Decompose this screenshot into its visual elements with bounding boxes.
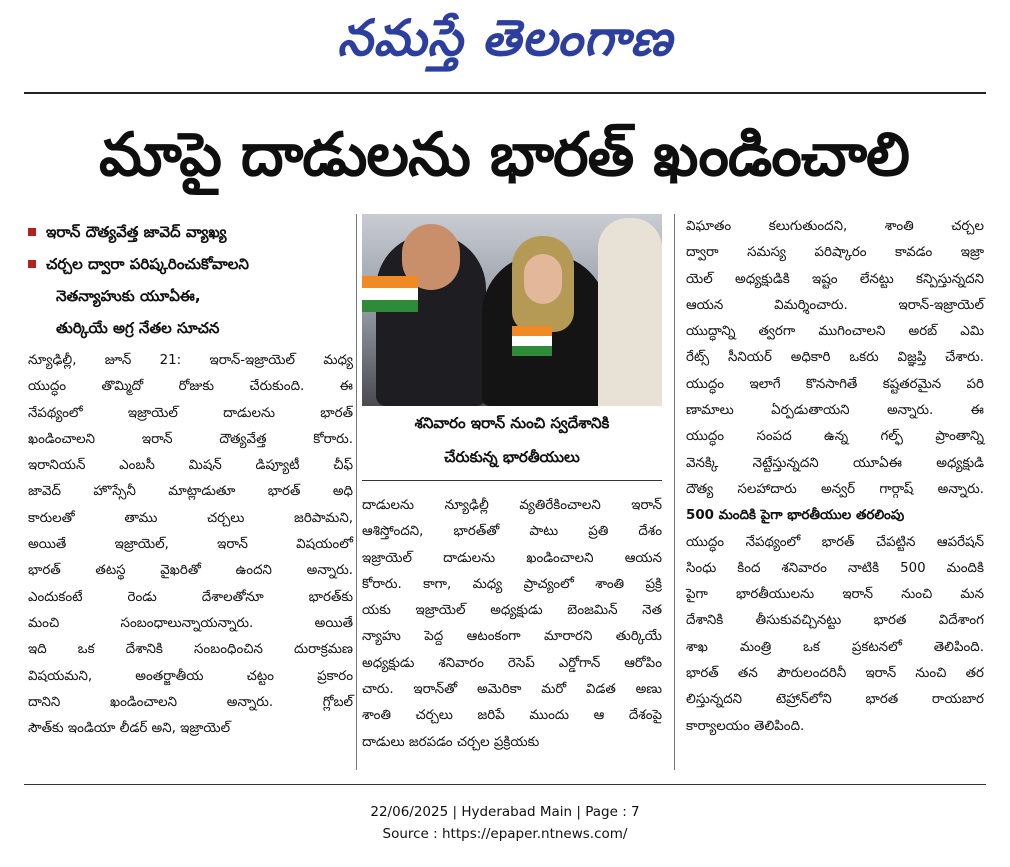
article-line: యుద్ధం ఇలాగే కొనసాగితే కష్టతరమైన పరి (686, 376, 984, 392)
article-line: ణామాలు ఏర్పడుతాయని అన్నారు. ఈ (686, 403, 984, 419)
article-line: దాడులను న్యూఢిల్లీ వ్యతిరేకించాలని ఇరాన్ (362, 498, 662, 513)
article-line: యుద్ధాన్ని త్వరగా ముగించాలని అరబ్ ఎమి (686, 324, 984, 340)
article-line: యుద్ధం నేపథ్యంలో భారత్ చేపట్టిన ఆపరేషన్ (686, 534, 984, 550)
article-line: ఇజ్రాయెల్ దాడులను ఖండించాలని ఆయన (362, 550, 662, 566)
article-line: చారు. ఇరాన్‌తో అమెరికా మరో విడత అణు (362, 682, 662, 698)
highlight-continuation: నెతన్యాహుకు యూఏఈ, (56, 287, 201, 305)
column-divider (674, 214, 675, 770)
article-line: న్యూఢిల్లీ, జూన్ 21: ఇరాన్-ఇజ్రాయెల్ మధ్య (28, 353, 353, 368)
headline: మాపై దాడులను భారత్ ఖండించాలి (99, 120, 909, 190)
article-line: ఎందుకంటే రెండు దేశాలతోనూ భారత్‌కు (28, 589, 353, 605)
caption-line: శనివారం ఇరాన్ నుంచి స్వదేశానికి (414, 414, 610, 432)
section-subhead: 500 మందికి పైగా భారతీయుల తరలింపు (686, 508, 905, 524)
article-line: పైగా భారతీయులను ఇరాన్ నుంచి మన (686, 587, 984, 603)
bullet-square-icon (28, 228, 36, 236)
article-line: భారత్ తటస్థ వైఖరితో ఉందని అన్నారు. (28, 563, 353, 579)
article-line: సింధు కింద శనివారం నాటికి 500 మందికి (686, 560, 984, 576)
article-line: ఇరానియన్ ఎంబసీ మిషన్ డిప్యూటీ చీఫ్ (28, 458, 353, 474)
article-line: విషయమని, అంతర్జాతీయ చట్టం ప్రకారం (28, 668, 353, 684)
article-line: దౌత్య సలహాదారు అన్వర్ గార్గాష్ అన్నారు. (686, 481, 984, 497)
photo-caption (362, 406, 662, 478)
highlight-continuation: తుర్కియే అగ్ర నేతల సూచన (56, 319, 220, 337)
article-line: శాంతి చర్చలు జరిపే ముందు ఆ దేశంపై (362, 708, 662, 724)
footer-source: Source : https://epaper.ntnews.com/ (382, 826, 628, 842)
article-column-2 (362, 493, 662, 756)
article-line: జావెద్ హొస్సేనీ మాట్లాడుతూ భారత్ అధి (28, 484, 353, 500)
caption-rule (362, 480, 662, 481)
article-line: కార్యాలయం తెలిపింది. (686, 718, 805, 734)
article-line: నేపథ్యంలో ఇజ్రాయెల్ దాడులను భారత్ (28, 405, 353, 421)
article-line: ఇది ఒక దేశానికి సంబంధించిన దురాక్రమణ (28, 642, 353, 658)
bullet-square-icon (28, 260, 36, 268)
article-line: దాడులు జరపడం చర్చల ప్రక్రియకు (362, 734, 540, 750)
masthead-logo: నమస్తే తెలంగాణ (337, 9, 673, 67)
article-line: వెనక్కి నెట్టేస్తున్నదని యూఏఈ అధ్యక్షుడి (686, 455, 984, 471)
masthead-rule (24, 92, 986, 94)
article-line: ద్వారా సమస్య పరిష్కారం కావడం ఇజ్రా (686, 245, 984, 261)
india-flag-icon (362, 276, 418, 312)
article-line: దేశానికి తీసుకువచ్చినట్టు భారత విదేశాంగ (686, 613, 984, 629)
article-line: రేట్స్ సీనియర్ అధికారి ఒకరు విజ్ఞప్తి చేశారు. (686, 350, 984, 366)
article-line: కోరారు. కాగా, మధ్య ప్రాచ్యంలో శాంతి ప్రక్రి (362, 576, 662, 592)
article-line: లిస్తున్నదని టెహ్రాన్‌లోని భారత రాయబార (686, 692, 984, 708)
caption-line: చేరుకున్న భారతీయులు (444, 448, 580, 466)
article-line: శాఖ మంత్రి ఒక ప్రకటనలో తెలిపింది. (686, 639, 984, 655)
article-column-3 (686, 214, 984, 740)
article-line: ఖండించాలని ఇరాన్ దౌత్యవేత్త కోరారు. (28, 431, 353, 447)
article-line: అధ్యక్షుడు శనివారం రెసెప్ ఎర్డోగాన్ ఆరోపిం (362, 655, 662, 671)
article-line: యుద్ధం తొమ్మిదో రోజుకు చేరుకుంది. ఈ (28, 379, 353, 395)
article-column-1 (28, 348, 353, 742)
highlight-text: చర్చల ద్వారా పరిష్కరించుకోవాలని (46, 255, 249, 273)
footer-rule (24, 784, 986, 785)
highlight-item (28, 216, 348, 248)
article-line: సౌత్‌కు ఇండియా లీడర్ అని, ఇజ్రాయెల్ (28, 721, 231, 737)
article-line: విఘాతం కలుగుతుందని, శాంతి చర్చల (686, 219, 984, 234)
article-line: దానిని ఖండించాలని అన్నారు. గ్లోబల్ (28, 694, 353, 710)
highlight-item (28, 248, 348, 280)
news-photo (362, 214, 662, 406)
article-line: యుద్ధం సంపద ఉన్న గల్ఫ్ ప్రాంతాన్ని (686, 429, 984, 445)
article-line: భారత్ తన పౌరులందరినీ ఇరాన్ నుంచి తర (686, 666, 984, 682)
footer-dateline: 22/06/2025 | Hyderabad Main | Page : 7 (370, 804, 640, 820)
article-line: ఆయన విమర్శించారు. ఇరాన్-ఇజ్రాయెల్ (686, 297, 984, 313)
highlights (28, 216, 348, 344)
article-line: ఆశిస్తోందని, భారత్‌తో పాటు ప్రతి దేశం (362, 524, 662, 540)
article-line: కారులతో తాము చర్చలు జరిపామని, (28, 510, 353, 526)
column-divider (356, 214, 357, 770)
highlight-text: ఇరాన్ దౌత్యవేత్త జావెద్ వ్యాఖ్య (46, 223, 227, 241)
india-flag-icon (512, 326, 552, 356)
article-line: అయితే ఇజ్రాయెల్, ఇరాన్ విషయంలో (28, 537, 353, 553)
article-line: యెల్ అధ్యక్షుడికి ఇష్టం లేనట్టు కన్పిస్తున్నదని (686, 271, 984, 287)
article-line: న్యాహు పెద్ద ఆటంకంగా మారారని తుర్కియే (362, 629, 662, 645)
article-line: యకు ఇజ్రాయెల్ అధ్యక్షుడు బెంజమిన్ నెత (362, 603, 662, 619)
article-line: మంచి సంబంధాలున్నాయన్నారు. అయితే (28, 615, 353, 631)
